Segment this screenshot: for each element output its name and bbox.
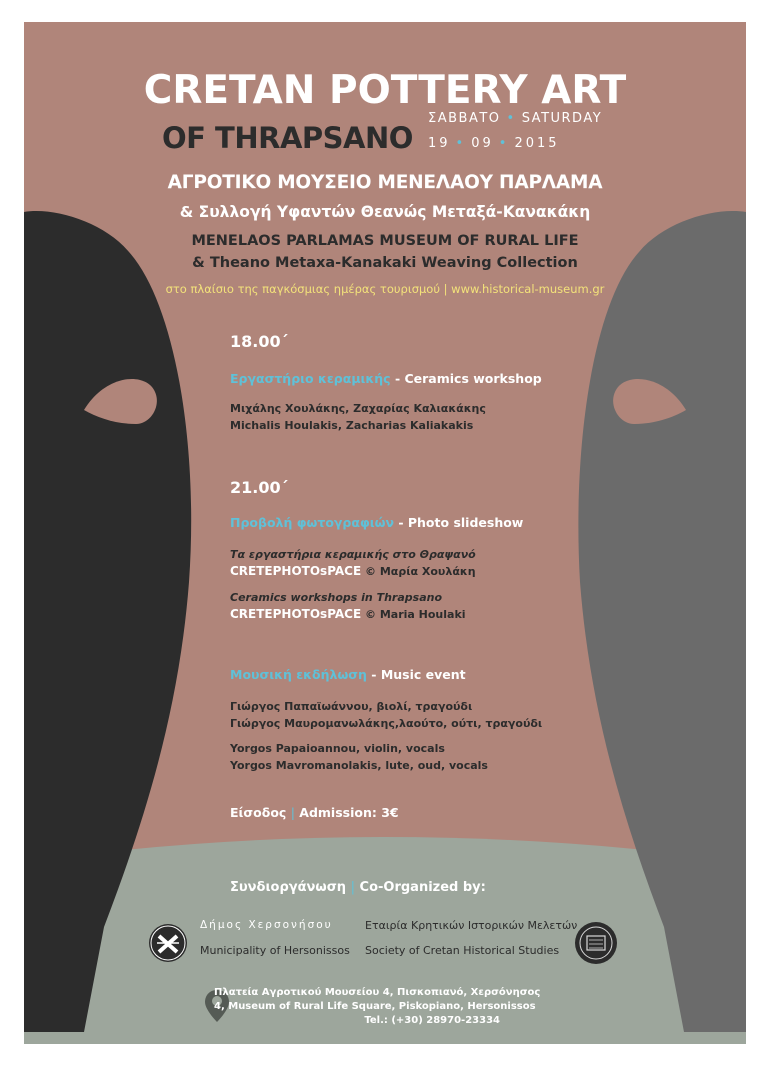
musician-1-greek: Γιώργος Παπαϊωάννου, βιολί, τραγούδι [230, 700, 473, 713]
musician-2-english: Yorgos Mavromanolakis, lute, oud, vocals [230, 759, 488, 772]
organizers-heading-greek: Συνδιοργάνωση [230, 880, 347, 895]
separator-dot-icon: • [506, 111, 516, 126]
venue-english-title: MENELAOS PARLAMAS MUSEUM OF RURAL LIFE [191, 233, 579, 249]
date-day: 19 [428, 136, 451, 151]
event-photo-slideshow [230, 515, 523, 530]
org1-greek: Δήμος Χερσονήσου [200, 919, 333, 931]
day-greek: ΣΑΒΒΑΤΟ [428, 111, 501, 126]
divider-bar: | [290, 805, 295, 820]
org2-english: Society of Cretan Historical Studies [365, 944, 560, 957]
event-date [428, 136, 560, 151]
municipality-logo [149, 924, 187, 962]
workshop-people-english: Michalis Houlakis, Zacharias Kaliakakis [230, 419, 474, 432]
organizers-heading [230, 880, 486, 895]
time-2100: 21.00΄ [230, 478, 288, 497]
brand-name: CRETEPHOTOsPACE [230, 564, 362, 578]
slideshow-title-english: Ceramics workshops in Thrapsano [230, 591, 443, 604]
org1-english: Municipality of Hersonissos [200, 944, 350, 957]
admission-english: Admission: 3€ [299, 805, 399, 820]
event-music [230, 667, 466, 682]
venue-english-subtitle: & Theano Metaxa-Kanakaki Weaving Collection [192, 255, 578, 271]
poster-title: CRETAN POTTERY ART [143, 68, 627, 113]
musician-1-english: Yorgos Papaioannou, violin, vocals [230, 742, 445, 755]
date-month: 09 [471, 136, 494, 151]
event-title-english: - Ceramics workshop [390, 371, 542, 386]
event-title-greek: Προβολή φωτογραφιών [230, 515, 394, 530]
slideshow-credit-english [230, 606, 466, 623]
admission [230, 805, 399, 820]
society-logo [575, 922, 617, 964]
society-emblem-icon [575, 922, 617, 964]
event-title-greek: Μουσική εκδήλωση [230, 667, 367, 682]
date-year: 2015 [514, 136, 560, 151]
event-title-greek: Εργαστήριο κεραμικής [230, 371, 391, 386]
event-ceramics-workshop [230, 371, 542, 386]
event-day [428, 111, 602, 126]
address-telephone: Tel.: (+30) 28970-23334 [364, 1015, 500, 1026]
time-1800: 18.00΄ [230, 332, 288, 351]
event-title-english: - Music event [366, 667, 466, 682]
photographer-credit: © Maria Houlaki [361, 608, 466, 621]
poster-subtitle: OF THRAPSANO [162, 121, 413, 155]
poster [24, 22, 746, 1044]
photographer-credit: © Μαρία Χουλάκη [361, 565, 476, 578]
address-greek: Πλατεία Αγροτικού Μουσείου 4, Πισκοπιανό, Χερσόνησος [214, 987, 541, 998]
brand-name: CRETEPHOTOsPACE [230, 607, 362, 621]
org2-greek: Εταιρία Κρητικών Ιστορικών Μελετών [365, 919, 578, 932]
venue-greek-title: ΑΓΡΟΤΙΚΟ ΜΟΥΣΕΙΟ ΜΕΝΕΛΑΟΥ ΠΑΡΛΑΜΑ [167, 172, 603, 193]
separator-dot-icon: • [455, 136, 467, 151]
tagline: στο πλαίσιο της παγκόσμιας ημέρας τουρισμού | www.historical-museum.gr [165, 282, 605, 296]
organizers-heading-english: Co-Organized by: [359, 880, 486, 895]
slideshow-credit-greek [230, 563, 476, 580]
day-english: SATURDAY [521, 111, 603, 126]
municipality-emblem-icon [149, 924, 187, 962]
workshop-people-greek: Μιχάλης Χουλάκης, Ζαχαρίας Καλιακάκης [230, 402, 486, 415]
admission-greek: Είσοδος [230, 805, 287, 820]
divider-bar: | [350, 880, 355, 895]
address-english: 4, Museum of Rural Life Square, Piskopiano, Hersonissos [214, 1001, 536, 1012]
slideshow-title-greek: Τα εργαστήρια κεραμικής στο Θραψανό [230, 548, 476, 561]
musician-2-greek: Γιώργος Μαυρομανωλάκης,λαούτο, ούτι, τραγούδι [230, 717, 543, 730]
event-title-english: - Photo slideshow [393, 515, 524, 530]
venue-greek-subtitle: & Συλλογή Υφαντών Θεανώς Μεταξά-Κανακάκη [179, 203, 591, 221]
separator-dot-icon: • [498, 136, 510, 151]
